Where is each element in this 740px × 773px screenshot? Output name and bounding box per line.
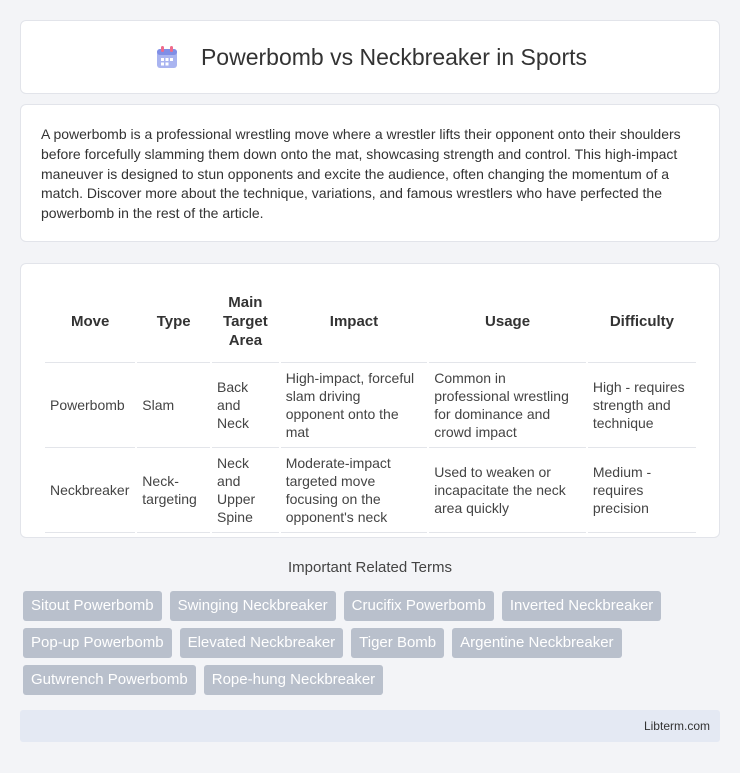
related-terms-title: Important Related Terms — [288, 559, 452, 576]
table-cell: High-impact, forceful slam driving opponent onto the mat — [281, 362, 428, 447]
table-cell: Back and Neck — [212, 362, 279, 447]
footer-source[interactable]: Libterm.com — [20, 710, 720, 742]
column-header-difficulty: Difficulty — [609, 312, 674, 330]
related-term-tag[interactable]: Pop-up Powerbomb — [23, 628, 172, 658]
table-cell: Common in professional wrestling for dominance and crowd impact — [429, 362, 586, 447]
related-term-tag[interactable]: Sitout Powerbomb — [23, 591, 162, 621]
related-term-tag[interactable]: Elevated Neckbreaker — [180, 628, 344, 658]
related-term-tag[interactable]: Gutwrench Powerbomb — [23, 665, 196, 695]
comparison-table-card — [20, 263, 720, 538]
column-header-target: Main Target Area — [223, 293, 268, 349]
table-cell: Used to weaken or incapacitate the neck area quickly — [429, 447, 586, 533]
related-terms-list — [23, 591, 713, 695]
table-cell: Medium - requires precision — [588, 447, 696, 533]
table-cell: High - requires strength and technique — [588, 362, 696, 447]
related-term-tag[interactable]: Inverted Neckbreaker — [502, 591, 661, 621]
intro-card — [20, 104, 720, 242]
comparison-table — [43, 280, 698, 533]
column-header-impact: Impact — [329, 312, 379, 330]
table-cell: Neck and Upper Spine — [212, 447, 279, 533]
intro-text: A powerbomb is a professional wrestling move where a wrestler lifts their opponent onto their shoulders before forcefully slamming them down onto the mat, showcasing strength and control. This high-impact maneuver is designed to stun opponents and excite the audience, often changing the momentum of a match. Discover more about the technique, variations, and famous wrestlers who have perfected the powerbomb in the rest of the article. — [41, 126, 681, 222]
page-title: Powerbomb vs Neckbreaker in Sports — [200, 43, 588, 70]
calendar-icon — [153, 43, 181, 71]
column-header-move: Move — [70, 312, 110, 330]
table-cell: Slam — [137, 362, 210, 447]
column-header-type: Type — [156, 312, 191, 330]
related-term-tag[interactable]: Swinging Neckbreaker — [170, 591, 336, 621]
table-cell: Moderate-impact targeted move focusing on the opponent's neck — [281, 447, 428, 533]
related-term-tag[interactable]: Argentine Neckbreaker — [452, 628, 621, 658]
related-term-tag[interactable]: Tiger Bomb — [351, 628, 444, 658]
table-cell: Powerbomb — [45, 362, 135, 447]
table-row — [45, 447, 696, 533]
column-header-usage: Usage — [485, 312, 531, 330]
table-cell: Neckbreaker — [45, 447, 135, 533]
header-card — [20, 20, 720, 94]
related-term-tag[interactable]: Crucifix Powerbomb — [344, 591, 494, 621]
table-row — [45, 362, 696, 447]
related-term-tag[interactable]: Rope-hung Neckbreaker — [204, 665, 383, 695]
table-header-row — [45, 280, 696, 362]
table-cell: Neck-targeting — [137, 447, 210, 533]
